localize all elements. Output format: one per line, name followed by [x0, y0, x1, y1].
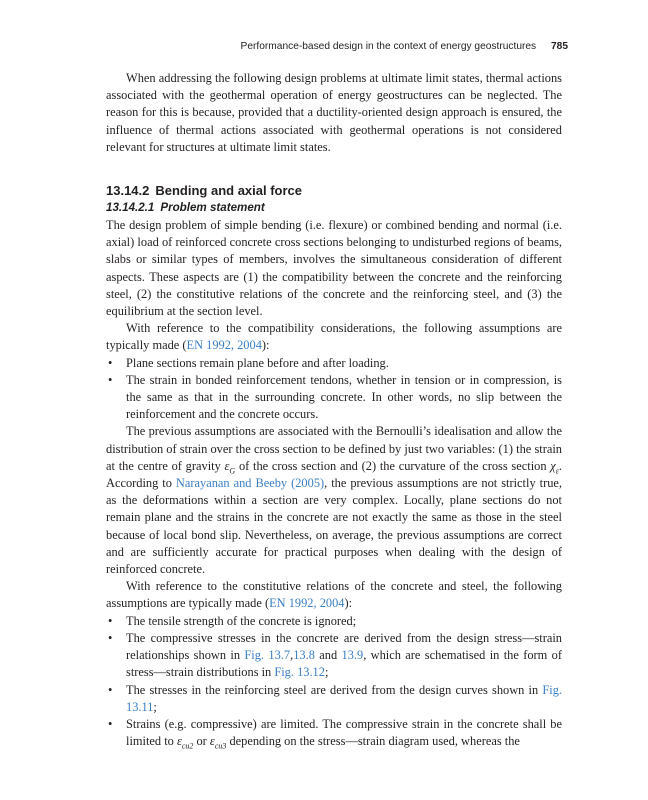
paragraph-3: The previous assumptions are associated with the Bernoulli’s idealisation and allow the distribution of strain over the cross section to be defined by just two variables: (1) the strain at the centre of gravity $\varepsilon_G$ of the cross section and (2) the curvature of the cross section $\chi_\varepsilon$. According to Narayanan and Beeby (2005), the previous assumptions are not strictly true, as the deformations within a section are very complex. Locally, plane sections do not remain plane and the strains in the concrete are not exactly the same as those in the steel because of local bond slip. Nevertheless, on average, the previous assumptions are correct and are sufficiently accurate for practical purposes when dealing with the design of reinforced concrete. — [106, 424, 562, 577]
body-text — [106, 70, 562, 750]
list-item: • The strain in bonded reinforcement tendons, whether in tension or in compression, is the same as that in the surrounding concrete. In other words, no slip between the reinforcement and the concrete occurs. — [108, 372, 562, 422]
figure-link[interactable]: Fig. 13.12 — [274, 665, 325, 680]
curvature-symbol: $\chi_\varepsilon$ — [550, 458, 559, 476]
bullet-icon: • — [108, 372, 113, 387]
citation-link[interactable]: EN 1992, 2004 — [186, 338, 262, 353]
section-number: 13.14.2 — [106, 183, 150, 199]
figure-link[interactable]: 13.9 — [341, 648, 364, 663]
bullet-icon: • — [108, 630, 113, 645]
figure-link[interactable]: Fig. 13.11 — [126, 682, 562, 714]
list-item: • Strains (e.g. compressive) are limited. The compressive strain in the concrete shall be limited to $\varepsilon_{cu2}$ or $\varepsilon_{cu3}$ depending on the stress—strain diagram used, whereas the — [108, 716, 562, 751]
subsection-heading — [106, 200, 562, 216]
figure-link[interactable]: 13.8 — [293, 648, 315, 663]
figure-link[interactable]: Fig. 13.7 — [244, 648, 291, 663]
list-item: • The stresses in the reinforcing steel are derived from the design curves shown in Fig. 13.11; — [108, 682, 562, 714]
list-item: • The tensile strength of the concrete is ignored; — [106, 613, 562, 630]
paragraph-2: With reference to the compatibility considerations, the following assumptions are typically made (EN 1992, 2004): — [106, 321, 562, 353]
strain-limit-symbol: $\varepsilon_{cu3}$ — [209, 734, 227, 751]
strain-symbol: $\varepsilon_G$ — [224, 458, 236, 476]
paragraph-4: With reference to the constitutive relations of the concrete and steel, the following assumptions are typically made (EN 1992, 2004): — [106, 579, 562, 611]
citation-link[interactable]: EN 1992, 2004 — [269, 596, 345, 611]
citation-link[interactable]: Narayanan and Beeby (2005) — [175, 476, 325, 491]
bullet-icon: • — [108, 682, 113, 697]
bullet-icon: • — [108, 716, 113, 731]
section-heading — [106, 182, 562, 200]
section-title: Bending and axial force — [155, 183, 303, 199]
subsection-number: 13.14.2.1 — [106, 201, 155, 215]
strain-limit-symbol: $\varepsilon_{cu2}$ — [176, 734, 194, 751]
page-number: 785 — [551, 41, 568, 52]
bullet-icon: • — [108, 355, 113, 370]
list-item: • Plane sections remain plane before and after loading. — [106, 355, 562, 372]
constitutive-list — [106, 613, 562, 751]
compatibility-list — [106, 355, 562, 424]
running-title: Performance-based design in the context of energy geostructures — [240, 41, 537, 52]
list-item: • The compressive stresses in the concrete are derived from the design stress—strain relationships shown in Fig. 13.7,13.8 and 13.9, which are schematised in the form of stress—strain distributions in Fig. 13.12; — [108, 630, 562, 680]
intro-paragraph: When addressing the following design problems at ultimate limit states, thermal actions associated with the geothermal operation of energy geostructures can be neglected. The reason for this is because, provided that a ductility-oriented design approach is ensured, the influence of thermal actions associated with geothermal operations is not considered relevant for structures at ultimate limit states. — [106, 71, 562, 154]
bullet-icon: • — [108, 613, 113, 628]
subsection-title: Problem statement — [160, 201, 265, 215]
running-header — [241, 41, 568, 52]
paragraph-1: The design problem of simple bending (i.e. flexure) or combined bending and normal (i.e. axial) load of reinforced concrete cross sections belonging to undisturbed regions of beams, slabs or similar types of members, involves the simultaneous consideration of different aspects. These aspects are (1) the compatibility between the concrete and the reinforcing steel, (2) the constitutive relations of the concrete and the reinforcing steel, and (3) the equilibrium at the section level. — [106, 218, 562, 319]
